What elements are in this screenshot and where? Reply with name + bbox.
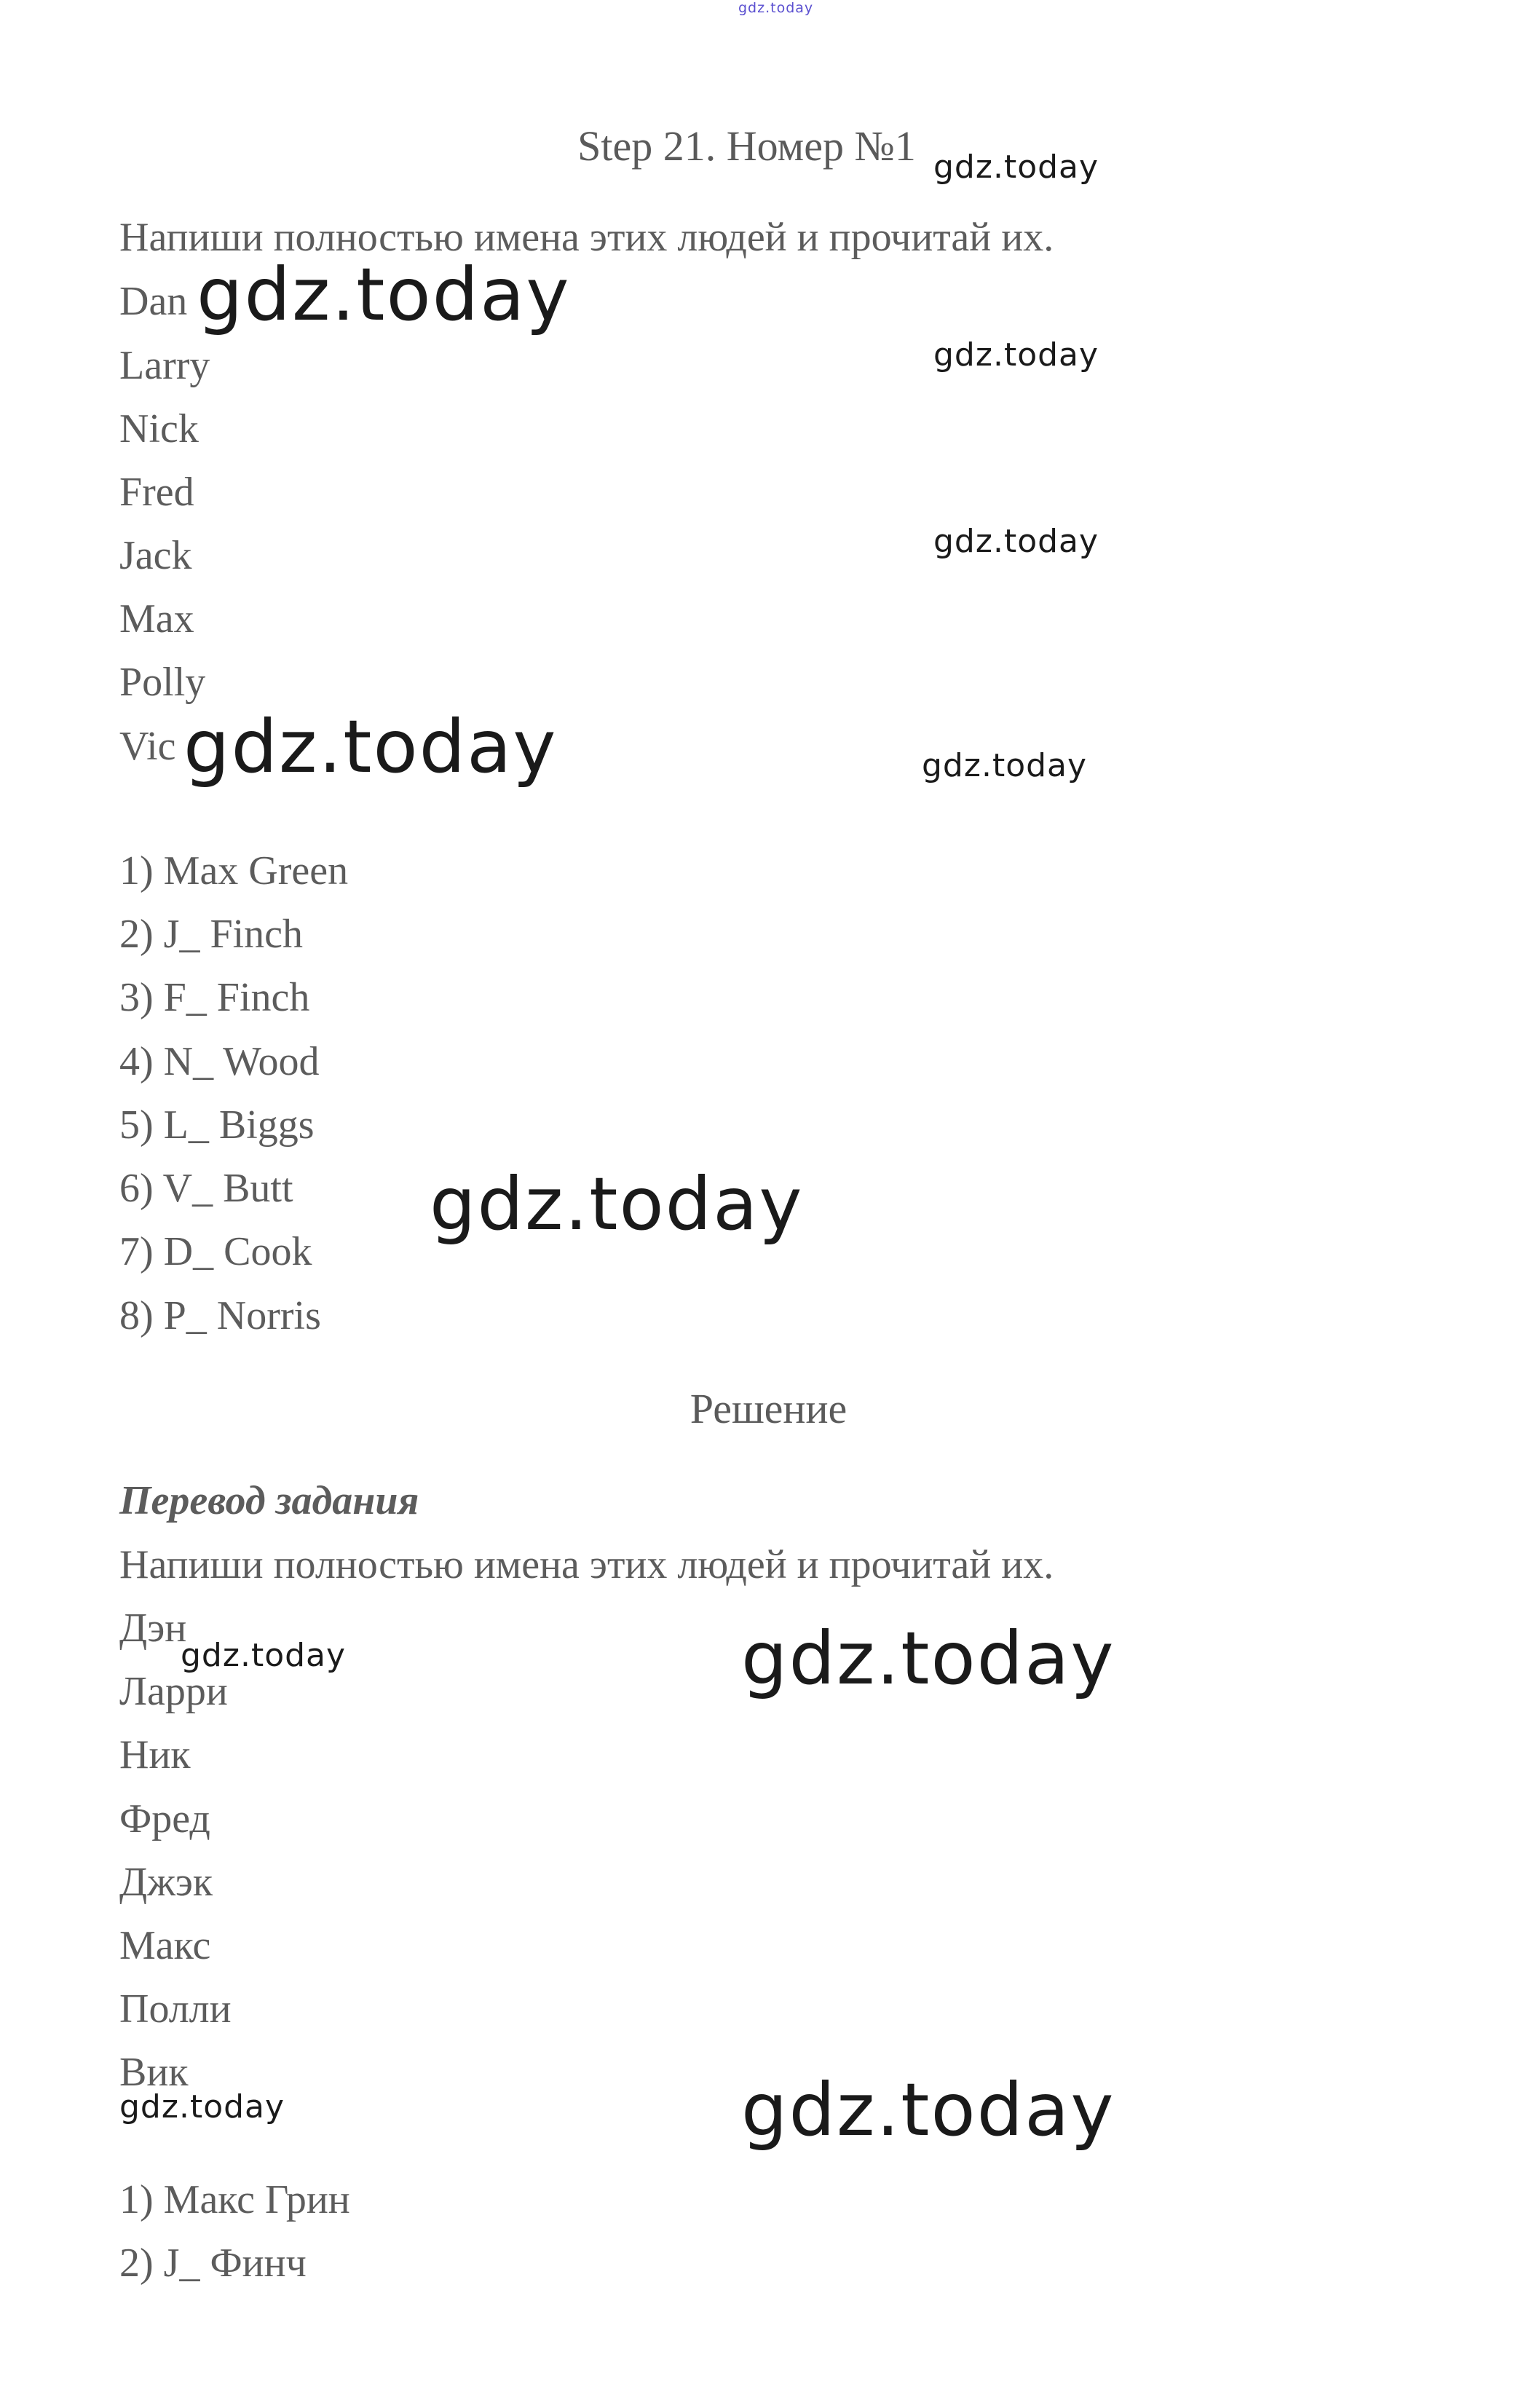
name-larri: Ларри <box>119 1669 228 1714</box>
watermark-4: gdz.today <box>933 523 1099 560</box>
solution-heading-text: Решение <box>690 1385 847 1432</box>
name-maks: Макс <box>119 1923 211 1968</box>
name-nick: Nick <box>119 406 199 451</box>
watermark-6: gdz.today <box>922 747 1088 784</box>
name-max: Max <box>119 596 194 642</box>
page-title-text: Step 21. Номер №1 <box>577 122 916 170</box>
item-1: 1) Max Green <box>119 848 349 893</box>
name-fred-ru: Фред <box>119 1796 210 1841</box>
item-6: 6) V_ Butt <box>119 1166 293 1211</box>
name-jack: Jack <box>119 533 192 578</box>
header-watermark: gdz.today <box>738 0 814 16</box>
watermark-10: gdz.today <box>119 2088 285 2125</box>
name-vik: Вик <box>119 2050 189 2095</box>
item-7: 7) D_ Cook <box>119 1229 312 1274</box>
item-5: 5) L_ Biggs <box>119 1102 315 1148</box>
watermark-11: gdz.today <box>741 2067 1115 2152</box>
watermark-1: gdz.today <box>933 149 1099 186</box>
name-dzhek: Джэк <box>119 1860 213 1905</box>
item-3: 3) F_ Finch <box>119 975 310 1020</box>
watermark-5: gdz.today <box>183 704 558 789</box>
solution-item-2: 2) J_ Финч <box>119 2241 307 2286</box>
name-vic: Vic <box>119 724 176 769</box>
watermark-7: gdz.today <box>430 1161 804 1247</box>
watermark-3: gdz.today <box>933 336 1099 374</box>
name-dan: Dan <box>119 279 188 324</box>
name-den: Дэн <box>119 1606 187 1651</box>
watermark-9: gdz.today <box>741 1616 1115 1701</box>
name-fred: Fred <box>119 470 194 515</box>
item-2: 2) J_ Finch <box>119 912 303 957</box>
item-4: 4) N_ Wood <box>119 1039 320 1084</box>
watermark-8: gdz.today <box>181 1637 347 1674</box>
translation-heading: Перевод задания <box>119 1478 419 1523</box>
solution-heading <box>0 1385 1537 1432</box>
solution-instruction: Напиши полностью имена этих людей и прочитай их. <box>119 1542 1054 1587</box>
name-larry: Larry <box>119 343 210 388</box>
name-nik: Ник <box>119 1732 191 1777</box>
solution-item-1: 1) Макс Грин <box>119 2177 350 2222</box>
task-instruction: Напиши полностью имена этих людей и прочитай их. <box>119 215 1054 260</box>
watermark-2: gdz.today <box>197 252 571 337</box>
name-polly: Polly <box>119 660 206 705</box>
name-polli: Полли <box>119 1986 232 2032</box>
item-8: 8) P_ Norris <box>119 1293 321 1338</box>
